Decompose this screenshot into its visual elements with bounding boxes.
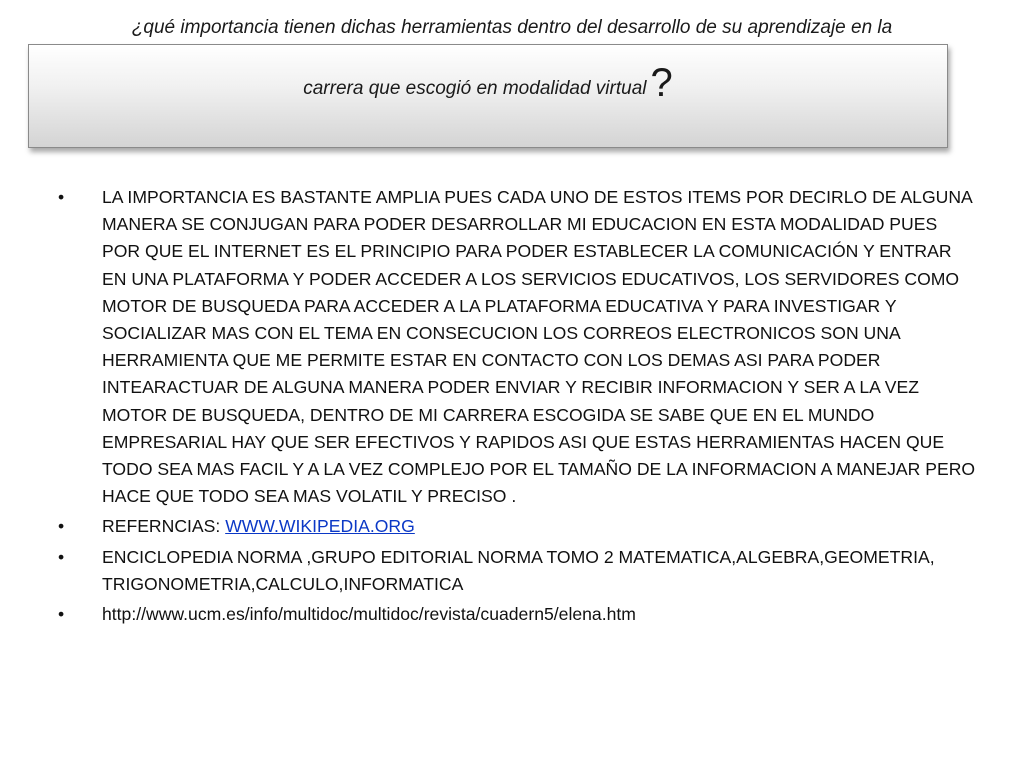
references-label: REFERNCIAS:	[102, 516, 226, 537]
title-line-2-wrapper	[29, 63, 947, 109]
bullet-item-references	[58, 513, 978, 540]
title-line-2: carrera que escogió en modalidad virtual	[303, 78, 647, 99]
bullet-item-main	[58, 184, 978, 510]
ucm-url-reference: http://www.ucm.es/info/multidoc/multidoc/revista/cuadern5/elena.htm	[102, 604, 636, 625]
bullet-list	[58, 184, 978, 631]
bullet-icon: •	[58, 604, 65, 625]
main-paragraph: LA IMPORTANCIA ES BASTANTE AMPLIA PUES CADA UNO DE ESTOS ITEMS POR DECIRLO DE ALGUNA MANERA SE CONJUGAN PARA PODER DESARROLLAR MI EDUCACION EN ESTA MODALIDAD PUES POR QUE EL INTERNET ES EL PRINCIPIO PARA PODER ESTABLECER LA COMUNICACIÓN Y ENTRAR EN UNA PLATAFORMA Y PODER ACCEDER A LOS SERVICIOS EDUCATIVOS, LOS SERVIDORES COMO MOTOR DE BUSQUEDA PARA ACCEDER A LA PLATAFORMA EDUCATIVA Y PARA INVESTIGAR Y SOCIALIZAR MAS CON EL TEMA EN CONSECUCION LOS CORREOS ELECTRONICOS SON UNA HERRAMIENTA QUE ME PERMITE ESTAR EN CONTACTO CON LOS DEMAS ASI PARA PODER INTEARACTUAR DE ALGUNA MANERA PODER ENVIAR Y RECIBIR INFORMACION Y SER A LA VEZ MOTOR DE BUSQUEDA, DENTRO DE MI CARRERA ESCOGIDA SE SABE QUE EN EL MUNDO EMPRESARIAL HAY QUE SER EFECTIVOS Y RAPIDOS ASI QUE ESTAS HERRAMIENTAS HACEN QUE TODO SEA MAS FACIL Y A LA VEZ COMPLEJO POR EL TAMAÑO DE LA INFORMACION A MANEJAR PERO HACE QUE TODO SEA MAS VOLATIL Y PRECISO .	[102, 187, 976, 507]
bullet-item-encyclopedia	[58, 544, 978, 598]
title-line-1: ¿qué importancia tienen dichas herramientas dentro del desarrollo de su aprendizaje en la	[131, 17, 893, 38]
title-question-mark: ?	[650, 61, 673, 105]
bullet-icon: •	[58, 516, 65, 537]
bullet-icon: •	[58, 546, 65, 567]
bullet-icon: •	[58, 187, 65, 207]
bullet-item-url	[58, 601, 978, 628]
encyclopedia-reference: ENCICLOPEDIA NORMA ,GRUPO EDITORIAL NORMA TOMO 2 MATEMATICA,ALGEBRA,GEOMETRIA, TRIGONOMETRIA,CALCULO,INFORMATICA	[102, 546, 935, 594]
title-box	[28, 44, 948, 148]
wikipedia-link[interactable]: WWW.WIKIPEDIA.ORG	[225, 516, 415, 537]
